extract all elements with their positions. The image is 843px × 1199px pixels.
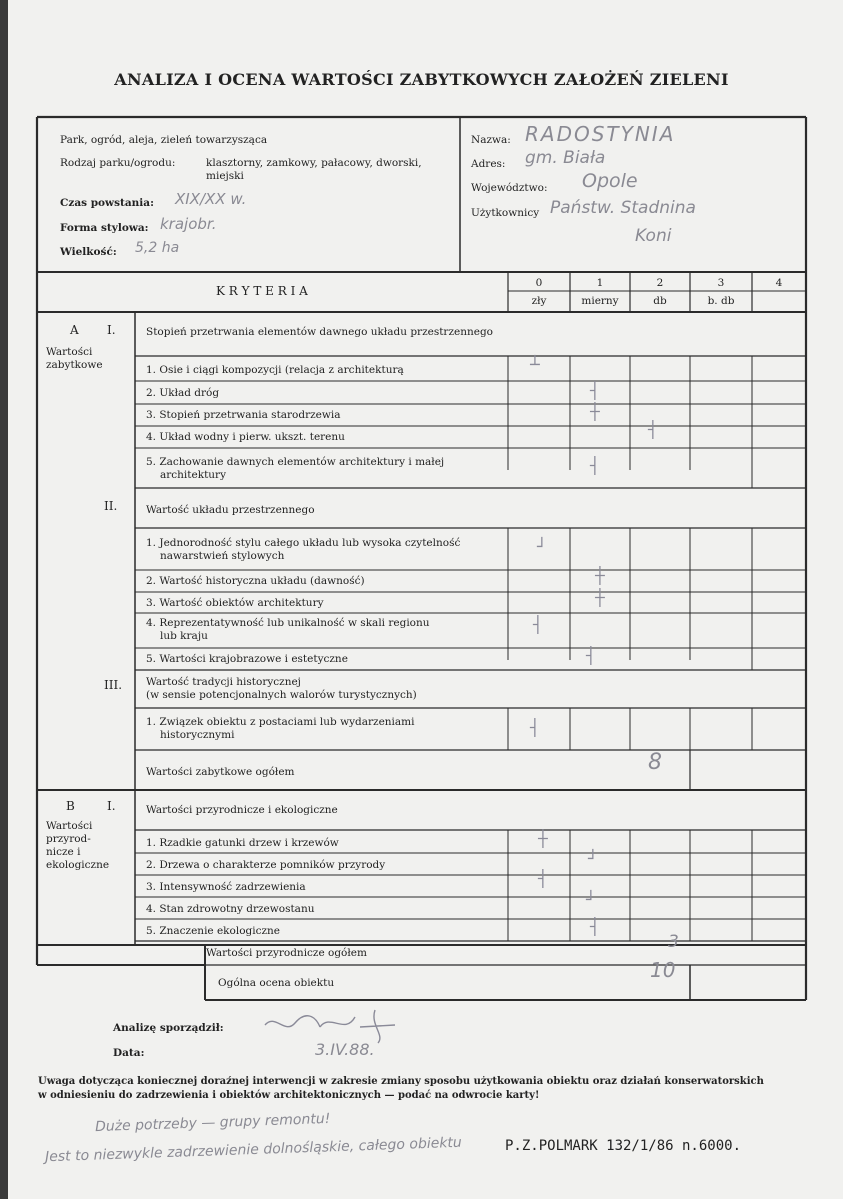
mark-a2-5: ┤	[586, 646, 596, 665]
item-a2-5: 5. Wartości krajobrazowe i estetyczne	[146, 653, 348, 665]
section-b-roman: I.	[107, 799, 116, 813]
grade-3: b. db	[707, 295, 735, 307]
item-b-4: 4. Stan zdrowotny drzewostanu	[146, 903, 315, 915]
mark-b-1: ┼	[538, 829, 548, 848]
item-b-2: 2. Drzewa o charakterze pomników przyrody	[146, 859, 386, 871]
item-b-3: 3. Intensywność zadrzewienia	[146, 881, 306, 893]
overall-value: 10	[650, 958, 676, 982]
mark-a1-4: ┤	[648, 420, 658, 439]
rodzaj-label: Rodzaj parku/ogrodu:	[60, 157, 176, 169]
score-4: 4	[775, 277, 783, 289]
czas-label: Czas powstania:	[60, 197, 154, 209]
forma-value: krajobr.	[160, 215, 217, 233]
mark-a2-4: ┤	[533, 615, 543, 634]
mark-a1-2: ┤	[590, 381, 600, 400]
item-a1-1: 1. Osie i ciągi kompozycji (relacja z architekturą	[146, 364, 404, 376]
grade-2: db	[653, 295, 667, 307]
section-a-name-1: Wartości	[46, 346, 93, 358]
score-2: 2	[656, 277, 664, 289]
uzytkownicy-value: Państw. Stadnina	[550, 198, 696, 218]
wielkosc-label: Wielkość:	[60, 246, 117, 258]
hand-note-2: Jest to niezwykle zadrzewienie dolnośląskie, całego obiektu	[44, 1134, 463, 1166]
section-a-roman: I.	[107, 323, 116, 337]
section-a-roman-3: III.	[104, 678, 123, 692]
group-a2: Wartość układu przestrzennego	[146, 504, 315, 516]
item-b-1: 1. Rzadkie gatunki drzew i krzewów	[146, 837, 339, 849]
item-a2-4-cont: lub kraju	[160, 630, 208, 642]
mark-a2-1: ┘	[537, 537, 547, 556]
signature	[260, 1005, 400, 1045]
section-a-letter: A	[70, 323, 79, 337]
note-line-1: Uwaga dotycząca koniecznej doraźnej interwencji w zakresie zmiany sposobu użytkowania obiektu oraz działań konserwatorskich	[38, 1076, 764, 1087]
item-a1-5-cont: architektury	[160, 469, 227, 481]
score-1: 1	[596, 277, 604, 289]
item-a1-5: 5. Zachowanie dawnych elementów architektury i małej	[146, 456, 445, 468]
park-line: Park, ogród, aleja, zieleń towarzysząca	[60, 134, 268, 146]
wojewodztwo-value: Opole	[582, 170, 638, 192]
item-a2-1: 1. Jednorodność stylu całego układu lub wysoka czytelność	[146, 537, 461, 549]
mark-b-3: ┤	[538, 869, 548, 888]
analiza-label: Analizę sporządził:	[113, 1022, 224, 1034]
adres-label: Adres:	[471, 158, 506, 170]
mark-a3-1: ┤	[530, 718, 540, 737]
mark-a2-2: ┼	[595, 566, 605, 585]
czas-value: XIX/XX w.	[175, 190, 247, 208]
section-b-name-2: przyrod-	[46, 833, 91, 845]
uzytkownicy-label: Użytkownicy	[471, 207, 540, 219]
mark-a1-5: ┤	[590, 456, 600, 475]
grade-1: mierny	[581, 295, 619, 307]
section-a-total-value: 8	[648, 750, 662, 775]
note-line-2: w odniesieniu do zadrzewienia i obiektów architektonicznych — podać na odwrocie karty!	[38, 1090, 540, 1101]
item-a1-4: 4. Układ wodny i pierw. ukszt. terenu	[146, 431, 345, 443]
section-b-letter: B	[66, 799, 75, 813]
section-a-name-2: zabytkowe	[46, 359, 103, 371]
nazwa-label: Nazwa:	[471, 134, 511, 146]
rodzaj-options-2: miejski	[206, 170, 244, 182]
data-value: 3.IV.88.	[315, 1040, 375, 1059]
wojewodztwo-label: Województwo:	[471, 182, 548, 194]
kryteria-label: K R Y T E R I A	[216, 284, 308, 298]
grade-0: zły	[531, 295, 547, 307]
item-a3-1-cont: historycznymi	[160, 729, 235, 741]
mark-a1-1: ┴	[530, 355, 540, 374]
form-title: ANALIZA I OCENA WARTOŚCI ZABYTKOWYCH ZAŁOŻEŃ ZIELENI	[114, 70, 729, 89]
group-a1: Stopień przetrwania elementów dawnego układu przestrzennego	[146, 326, 493, 338]
item-a2-4: 4. Reprezentatywność lub unikalność w skali regionu	[146, 617, 430, 629]
mark-b-5: ┤	[590, 917, 600, 936]
item-a2-1-cont: nawarstwień stylowych	[160, 550, 285, 562]
overall-label: Ogólna ocena obiektu	[218, 977, 335, 989]
data-label: Data:	[113, 1047, 145, 1059]
mark-b-2: ┘	[588, 849, 598, 868]
wielkosc-value: 5,2 ha	[135, 240, 180, 256]
adres-value: gm. Biała	[525, 148, 606, 168]
section-b-name-1: Wartości	[46, 820, 93, 832]
mark-b-4: ┘	[586, 890, 596, 909]
item-a1-2: 2. Układ dróg	[146, 387, 220, 399]
item-a1-3: 3. Stopień przetrwania starodrzewia	[146, 409, 341, 421]
group-b1: Wartości przyrodnicze i ekologiczne	[146, 804, 338, 816]
mark-a1-3: ┼	[590, 402, 600, 421]
item-a2-2: 2. Wartość historyczna układu (dawność)	[146, 575, 365, 587]
nazwa-value: RADOSTYNIA	[525, 122, 676, 146]
section-b-name-3: nicze i	[46, 846, 81, 858]
score-0: 0	[535, 277, 543, 289]
group-a3-line2: (w sensie potencjonalnych walorów turystycznych)	[146, 689, 417, 701]
section-b-total-label: Wartości przyrodnicze ogółem	[206, 947, 367, 959]
item-a3-1: 1. Związek obiektu z postaciami lub wydarzeniami	[146, 716, 415, 728]
section-a-roman-2: II.	[104, 499, 118, 513]
print-code: P.Z.POLMARK 132/1/86 n.6000.	[505, 1138, 742, 1154]
hand-note-1: Duże potrzeby — grupy remontu!	[94, 1110, 331, 1136]
section-b-total-value: 3	[668, 932, 679, 952]
section-b-name-4: ekologiczne	[46, 859, 110, 871]
mark-a2-3: ┼	[595, 588, 605, 607]
section-a-total-label: Wartości zabytkowe ogółem	[146, 766, 295, 778]
uzytkownicy-value-2: Koni	[635, 226, 672, 246]
group-a3-line1: Wartość tradycji historycznej	[146, 676, 301, 688]
item-a2-3: 3. Wartość obiektów architektury	[146, 597, 324, 609]
score-3: 3	[717, 277, 725, 289]
forma-label: Forma stylowa:	[60, 222, 149, 234]
rodzaj-options: klasztorny, zamkowy, pałacowy, dworski,	[206, 157, 422, 169]
item-b-5: 5. Znaczenie ekologiczne	[146, 925, 281, 937]
